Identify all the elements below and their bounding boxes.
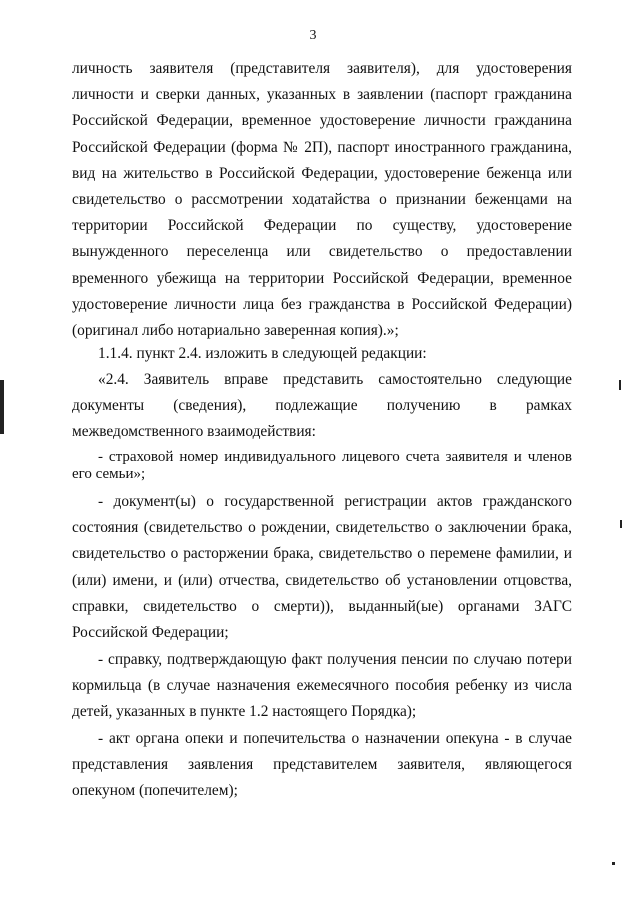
- scan-speck: [619, 380, 621, 390]
- scan-speck: [612, 862, 615, 865]
- scan-edge-mark: [0, 380, 4, 434]
- paragraph-clause-1-1-4: 1.1.4. пункт 2.4. изложить в следующей редакции:: [98, 345, 427, 362]
- paragraph-snils: - страховой номер индивидуального лицевого счета заявителя и членов его семьи»;: [72, 449, 572, 482]
- paragraph-pension-certificate: - справку, подтверждающую факт получения пенсии по случаю потери кормильца (в случае назначения ежемесячного пособия ребенку из числа детей, указанных в пункте 1.2 настоящего Порядка);: [72, 651, 572, 721]
- paragraph-civil-registration: - документ(ы) о государственной регистрации актов гражданского состояния (свидетельство о рождении, свидетельство о заключении брака, свидетельство о расторжении брака, свидетельство о перемене фамилии, и (или) имени, и (или) отчества, свидетельство об установлении отцовства, справки, свидетельство о смерти)), выданный(ые) органами ЗАГС Российской Федерации;: [72, 493, 572, 642]
- paragraph-guardianship-act: - акт органа опеки и попечительства о назначении опекуна - в случае представления заявления представителем заявителя, являющегося опекуном (попечителем);: [72, 730, 572, 800]
- paragraph-clause-2-4: «2.4. Заявитель вправе представить самостоятельно следующие документы (сведения), подлежащие получению в рамках межведомственного взаимодействия:: [72, 371, 572, 441]
- paragraph-identity-documents: личность заявителя (представителя заявителя), для удостоверения личности и сверки данных, указанных в заявлении (паспорт гражданина Российской Федерации, временное удостоверение личности гражданина Российской Федерации (форма № 2П), паспорт иностранного гражданина, вид на жительство в Российской Федерации, удостоверение беженца или свидетельство о рассмотрении ходатайства о признании беженцами на территории Российской Федерации по существу, удостоверение вынужденного переселенца или свидетельство о предоставлении временного убежища на территории Российской Федерации, временное удостоверение личности лица без гражданства в Российской Федерации) (оригинал либо нотариально заверенная копия).»;: [72, 60, 572, 340]
- scan-speck: [620, 520, 622, 528]
- page-number: 3: [309, 28, 317, 43]
